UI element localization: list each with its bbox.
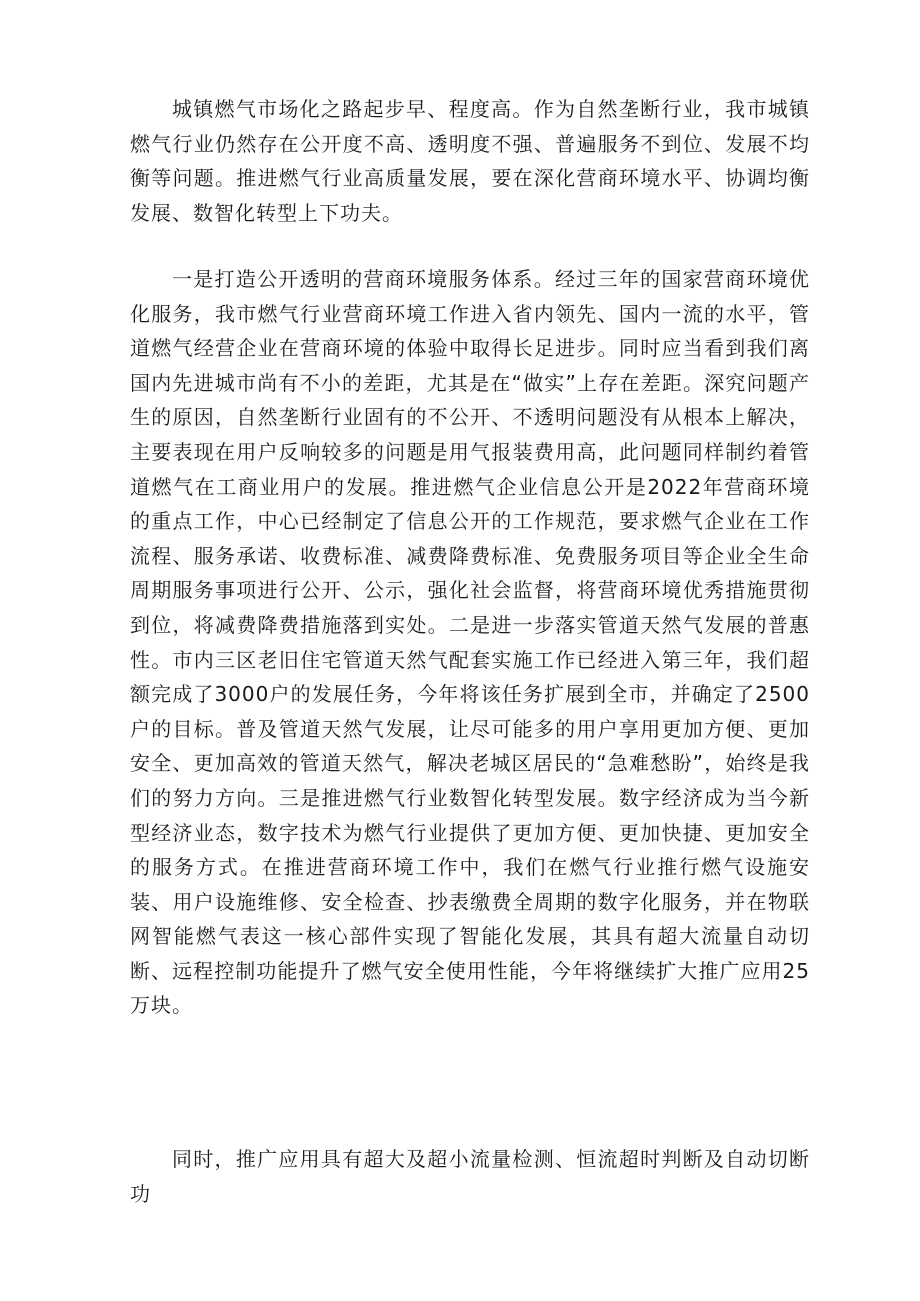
paragraph-intro: 城镇燃气市场化之路起步早、程度高。作为自然垄断行业，我市城镇燃气行业仍然存在公开度不高、透明度不强、普遍服务不到位、发展不均衡等问题。推进燃气行业高质量发展，要在深化营商环境水平、协调均衡发展、数智化转型上下功夫。 <box>130 97 810 225</box>
paragraph-measures: 一是打造公开透明的营商环境服务体系。经过三年的国家营商环境优化服务，我市燃气行业营商环境工作进入省内领先、国内一流的水平，管道燃气经营企业在营商环境的体验中取得长足进步。同时应当看到我们离国内先进城市尚有不小的差距，尤其是在“做实”上存在差距。深究问题产生的原因，自然垄断行业固有的不公开、不透明问题没有从根本上解决，主要表现在用户反响较多的问题是用气报装费用高，此问题同样制约着管道燃气在工商业用户的发展。推进燃气企业信息公开是2022年营商环境的重点工作，中心已经制定了信息公开的工作规范，要求燃气企业在工作流程、服务承诺、收费标准、减费降费标准、免费服务项目等企业全生命周期服务事项进行公开、公示，强化社会监督，将营商环境优秀措施贯彻到位，将减费降费措施落到实处。二是进一步落实管道天然气发展的普惠性。市内三区老旧住宅管道天然气配套实施工作已经进入第三年，我们超额完成了3000户的发展任务，今年将该任务扩展到全市，并确定了2500户的目标。普及管道天然气发展，让尽可能多的用户享用更加方便、更加安全、更加高效的管道天然气，解决老城区居民的“急难愁盼”，始终是我们的努力方向。三是推进燃气行业数智化转型发展。数字经济成为当今新型经济业态，数字技术为燃气行业提供了更加方便、更加快捷、更加安全的服务方式。在推进营商环境工作中，我们在燃气行业推行燃气设施安装、用户设施维修、安全检查、抄表缴费全周期的数字化服务，并在物联网智能燃气表这一核心部件实现了智能化发展，其具有超大流量自动切断、远程控制功能提升了燃气安全使用性能，今年将继续扩大推广应用25万块。 <box>130 267 810 1018</box>
paragraph-continuation: 同时，推广应用具有超大及超小流量检测、恒流超时判断及自动切断功 <box>130 1147 810 1206</box>
